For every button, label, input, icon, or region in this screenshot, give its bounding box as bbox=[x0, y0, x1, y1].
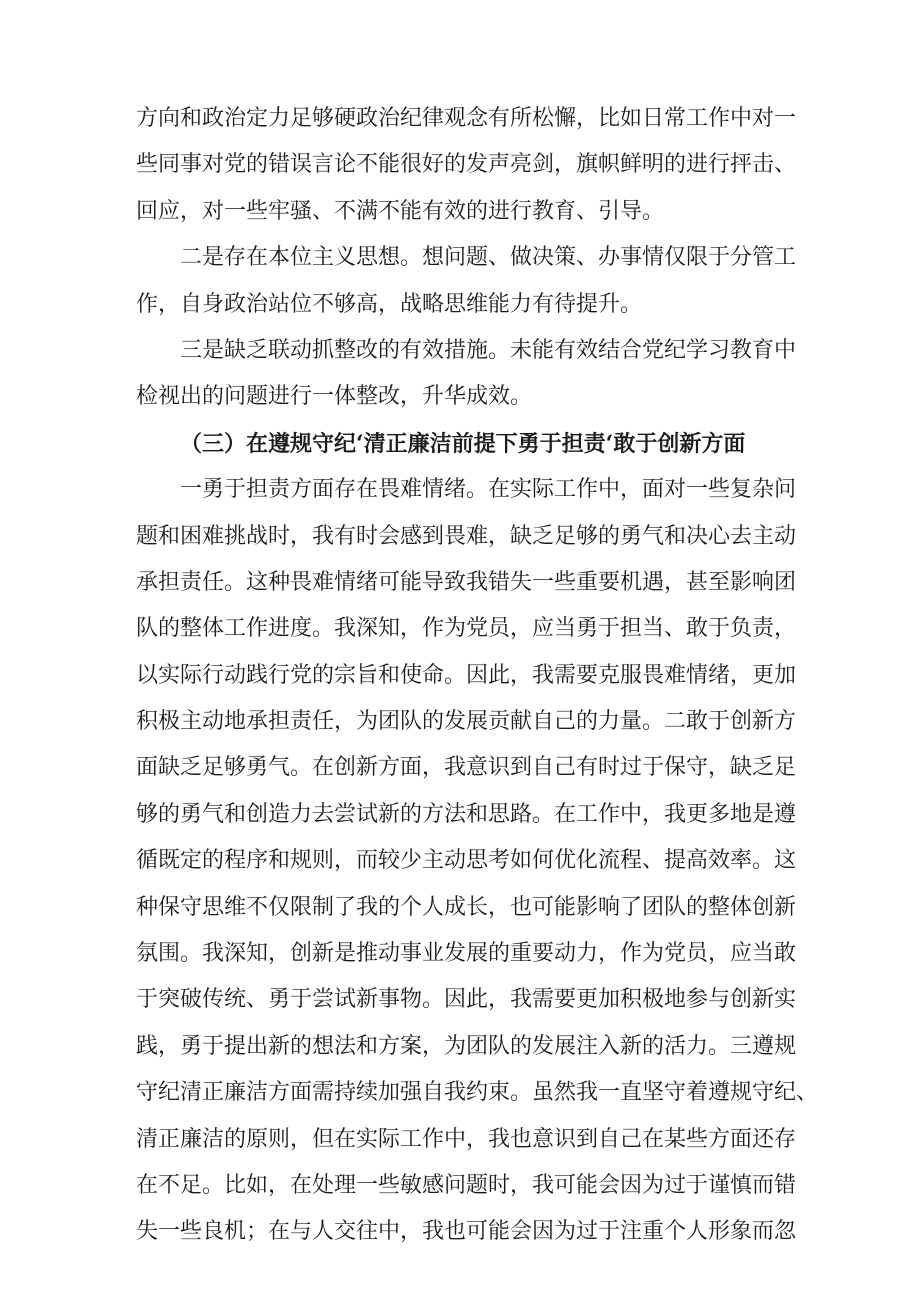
text-line: 队的整体工作进度。我深知，作为党员，应当勇于担当、敢于负责， bbox=[136, 616, 797, 642]
text-line: 够的勇气和创造力去尝试新的方法和思路。在工作中，我更多地是遵 bbox=[136, 801, 797, 827]
text-line: 作，自身政治站位不够高，战略思维能力有待提升。 bbox=[136, 291, 643, 317]
text-line: 二是存在本位主义思想。想问题、做决策、办事情仅限于分管工 bbox=[180, 245, 797, 271]
text-line: 积极主动地承担责任，为团队的发展贡献自己的力量。二敢于创新方 bbox=[136, 709, 797, 735]
text-line: 失一些良机；在与人交往中，我也可能会因为过于注重个人形象而忽 bbox=[136, 1219, 797, 1245]
text-line: 方向和政治定力足够硬政治纪律观念有所松懈，比如日常工作中对一 bbox=[136, 106, 797, 131]
paragraph-4 bbox=[136, 467, 819, 1256]
text-line: 种保守思维不仅限制了我的个人成长，也可能影响了团队的整体创新 bbox=[136, 894, 797, 920]
paragraph-1 bbox=[136, 96, 796, 235]
section-heading-text: （三）在遵规守纪‘清正廉洁前提下勇于担责‘敢于创新方面 bbox=[180, 430, 746, 457]
text-line: 践，勇于提出新的想法和方案，为团队的发展注入新的活力。三遵规 bbox=[136, 1033, 797, 1059]
section-heading bbox=[136, 421, 796, 467]
text-line: 承担责任。这种畏难情绪可能导致我错失一些重要机遇，甚至影响团 bbox=[136, 569, 797, 595]
document-body bbox=[136, 96, 819, 1256]
text-line: 面缺乏足够勇气。在创新方面，我意识到自己有时过于保守，缺乏足 bbox=[136, 755, 797, 781]
text-line: 一勇于担责方面存在畏难情绪。在实际工作中，面对一些复杂问 bbox=[180, 477, 797, 503]
text-line: 在不足。比如，在处理一些敏感问题时，我可能会因为过于谨慎而错 bbox=[136, 1172, 797, 1198]
text-line: 守纪清正廉洁方面需持续加强自我约束。虽然我一直坚守着遵规守纪、 bbox=[136, 1080, 819, 1106]
text-line: 清正廉洁的原则，但在实际工作中，我也意识到自己在某些方面还存 bbox=[136, 1126, 797, 1152]
text-line: 以实际行动践行党的宗旨和使命。因此，我需要克服畏难情绪，更加 bbox=[136, 662, 797, 688]
text-line: 氛围。我深知，创新是推动事业发展的重要动力，作为党员，应当敢 bbox=[136, 941, 797, 967]
text-line: 题和困难挑战时，我有时会感到畏难，缺乏足够的勇气和决心去主动 bbox=[136, 523, 797, 549]
text-line: 于突破传统、勇于尝试新事物。因此，我需要更加积极地参与创新实 bbox=[136, 987, 797, 1013]
paragraph-3 bbox=[136, 328, 796, 421]
text-line: 三是缺乏联动抓整改的有效措施。未能有效结合党纪学习教育中 bbox=[180, 337, 797, 363]
text-line: 些同事对党的错误言论不能很好的发声亮剑，旗帜鲜明的进行抨击、 bbox=[136, 152, 797, 178]
text-line: 循既定的程序和规则，而较少主动思考如何优化流程、提高效率。这 bbox=[136, 848, 797, 874]
text-line: 回应，对一些牢骚、不满不能有效的进行教育、引导。 bbox=[136, 198, 665, 224]
paragraph-2 bbox=[136, 235, 796, 328]
text-line: 检视出的问题进行一体整改，升华成效。 bbox=[136, 384, 533, 410]
